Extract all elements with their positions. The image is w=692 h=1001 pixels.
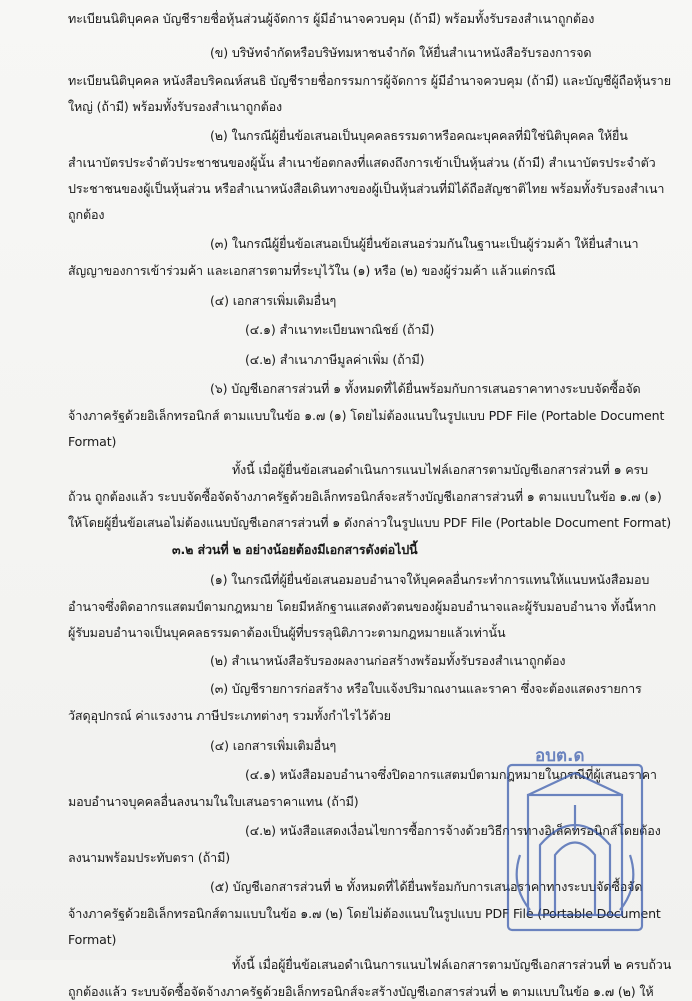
text-line: (๔) เอกสารเพิ่มเติมอื่นๆ <box>210 738 337 753</box>
text-line: ลงนามพร้อมประทับตรา (ถ้ามี) <box>68 850 230 865</box>
text-line: สำเนาบัตรประจำตัวประชาชนของผู้นั้น สำเนาข้อตกลงที่แสดงถึงการเข้าเป็นหุ้นส่วน (ถ้ามี) สำเนาบัตรประจำตัว <box>68 155 656 170</box>
text-line: (๔) เอกสารเพิ่มเติมอื่นๆ <box>210 293 337 308</box>
text-line: (๔.๒) หนังสือแสดงเงื่อนไขการซื้อการจ้างด้วยวิธีการทางอิเล็คทรอนิกส์โดยต้อง <box>245 823 661 838</box>
text-line: (๒) ในกรณีผู้ยื่นข้อเสนอเป็นบุคคลธรรมดาหรือคณะบุคคลที่มิใช่นิติบุคคล ให้ยื่น <box>210 128 628 143</box>
text-line: ทั้งนี้ เมื่อผู้ยื่นข้อเสนอดำเนินการแนบไฟล์เอกสารตามบัญชีเอกสารส่วนที่ ๑ ครบ <box>232 462 649 477</box>
text-line: (๕) บัญชีเอกสารส่วนที่ ๒ ทั้งหมดที่ได้ยื่นพร้อมกับการเสนอราคาทางระบบจัดซื้อจัด <box>210 879 643 894</box>
text-line: ถ้วน ถูกต้องแล้ว ระบบจัดซื้อจัดจ้างภาครัฐด้วยอิเล็กทรอนิกส์จะสร้างบัญชีเอกสารส่วนที่ ๑ ตามแบบในข้อ ๑.๗ (๑) <box>68 489 662 504</box>
text-line: ทะเบียนนิติบุคคล บัญชีรายชื่อหุ้นส่วนผู้จัดการ ผู้มีอำนาจควบคุม (ถ้ามี) พร้อมทั้งรับรองสำเนาถูกต้อง <box>68 11 595 26</box>
text-line: สัญญาของการเข้าร่วมค้า และเอกสารตามที่ระบุไว้ใน (๑) หรือ (๒) ของผู้ร่วมค้า แล้วแต่กรณี <box>68 263 556 278</box>
text-line: (๑) ในกรณีที่ผู้ยื่นข้อเสนอมอบอำนาจให้บุคคลอื่นกระทำการแทนให้แนบหนังสือมอบ <box>210 572 650 587</box>
text-line: (๒) สำเนาหนังสือรับรองผลงานก่อสร้างพร้อมทั้งรับรองสำเนาถูกต้อง <box>210 653 566 668</box>
text-line: จ้างภาครัฐด้วยอิเล็กทรอนิกส์ ตามแบบในข้อ ๑.๗ (๑) โดยไม่ต้องแนบในรูปแบบ PDF File (Portable Document <box>68 408 665 423</box>
text-line: ถูกต้องแล้ว ระบบจัดซื้อจัดจ้างภาครัฐด้วยอิเล็กทรอนิกส์จะสร้างบัญชีเอกสารส่วนที่ ๒ ตามแบบในข้อ ๑.๗ (๒) ให้ <box>68 984 654 999</box>
text-line: ประชาชนของผู้เป็นหุ้นส่วน หรือสำเนาหนังสือเดินทางของผู้เป็นหุ้นส่วนที่มิได้ถือสัญชาติไทย พร้อมทั้งรับรองสำเนา <box>68 181 665 196</box>
text-line: วัสดุอุปกรณ์ ค่าแรงงาน ภาษีประเภทต่างๆ รวมทั้งกำไรไว้ด้วย <box>68 708 391 723</box>
text-line: Format) <box>68 932 117 947</box>
text-line: ใหญ่ (ถ้ามี) พร้อมทั้งรับรองสำเนาถูกต้อง <box>68 99 283 114</box>
text-line: (๔.๑) สำเนาทะเบียนพาณิชย์ (ถ้ามี) <box>245 322 435 337</box>
text-line: (๔.๒) สำเนาภาษีมูลค่าเพิ่ม (ถ้ามี) <box>245 352 425 367</box>
section-heading: ๓.๒ ส่วนที่ ๒ อย่างน้อยต้องมีเอกสารดังต่อไปนี้ <box>172 542 418 557</box>
text-line: (ข) บริษัทจำกัดหรือบริษัทมหาชนจำกัด ให้ยื่นสำเนาหนังสือรับรองการจด <box>210 45 592 60</box>
text-line: จ้างภาครัฐด้วยอิเล็กทรอนิกส์ตามแบบในข้อ ๑.๗ (๒) โดยไม่ต้องแนบในรูปแบบ PDF File (Portable Document <box>68 906 661 921</box>
text-line: มอบอำนาจบุคคลอื่นลงนามในใบเสนอราคาแทน (ถ้ามี) <box>68 794 359 809</box>
text-line: (๔.๑) หนังสือมอบอำนาจซึ่งปิดอากรแสตมป์ตามกฎหมายในกรณีที่ผู้เสนอราคา <box>245 767 657 782</box>
text-line: Format) <box>68 434 117 449</box>
text-line: ให้โดยผู้ยื่นข้อเสนอไม่ต้องแนบบัญชีเอกสารส่วนที่ ๑ ดังกล่าวในรูปแบบ PDF File (Portable Document Format) <box>68 515 672 530</box>
svg-text:อบต.ด: อบต.ด <box>535 746 585 766</box>
text-line: ถูกต้อง <box>68 207 105 222</box>
text-line: ทั้งนี้ เมื่อผู้ยื่นข้อเสนอดำเนินการแนบไฟล์เอกสารตามบัญชีเอกสารส่วนที่ ๒ ครบถ้วน <box>232 957 672 972</box>
text-line: (๖) บัญชีเอกสารส่วนที่ ๑ ทั้งหมดที่ได้ยื่นพร้อมกับการเสนอราคาทางระบบจัดซื้อจัด <box>210 381 641 396</box>
text-line: (๓) บัญชีรายการก่อสร้าง หรือใบแจ้งปริมาณงานและราคา ซึ่งจะต้องแสดงรายการ <box>210 681 642 696</box>
text-line: ทะเบียนนิติบุคคล หนังสือบริคณห์สนธิ บัญชีรายชื่อกรรมการผู้จัดการ ผู้มีอำนาจควบคุม (ถ้ามี) และบัญชีผู้ถือหุ้นราย <box>68 73 671 88</box>
text-line: (๓) ในกรณีผู้ยื่นข้อเสนอเป็นผู้ยื่นข้อเสนอร่วมกันในฐานะเป็นผู้ร่วมค้า ให้ยื่นสำเนา <box>210 236 639 251</box>
text-line: ผู้รับมอบอำนาจเป็นบุคคลธรรมดาต้องเป็นผู้ที่บรรลุนิติภาวะตามกฎหมายแล้วเท่านั้น <box>68 625 506 640</box>
official-seal-stamp <box>500 735 650 935</box>
text-line: อำนาจซึ่งติดอากรแสตมป์ตามกฎหมาย โดยมีหลักฐานแสดงตัวตนของผู้มอบอำนาจและผู้รับมอบอำนาจ ทั้งนี้หาก <box>68 599 657 614</box>
